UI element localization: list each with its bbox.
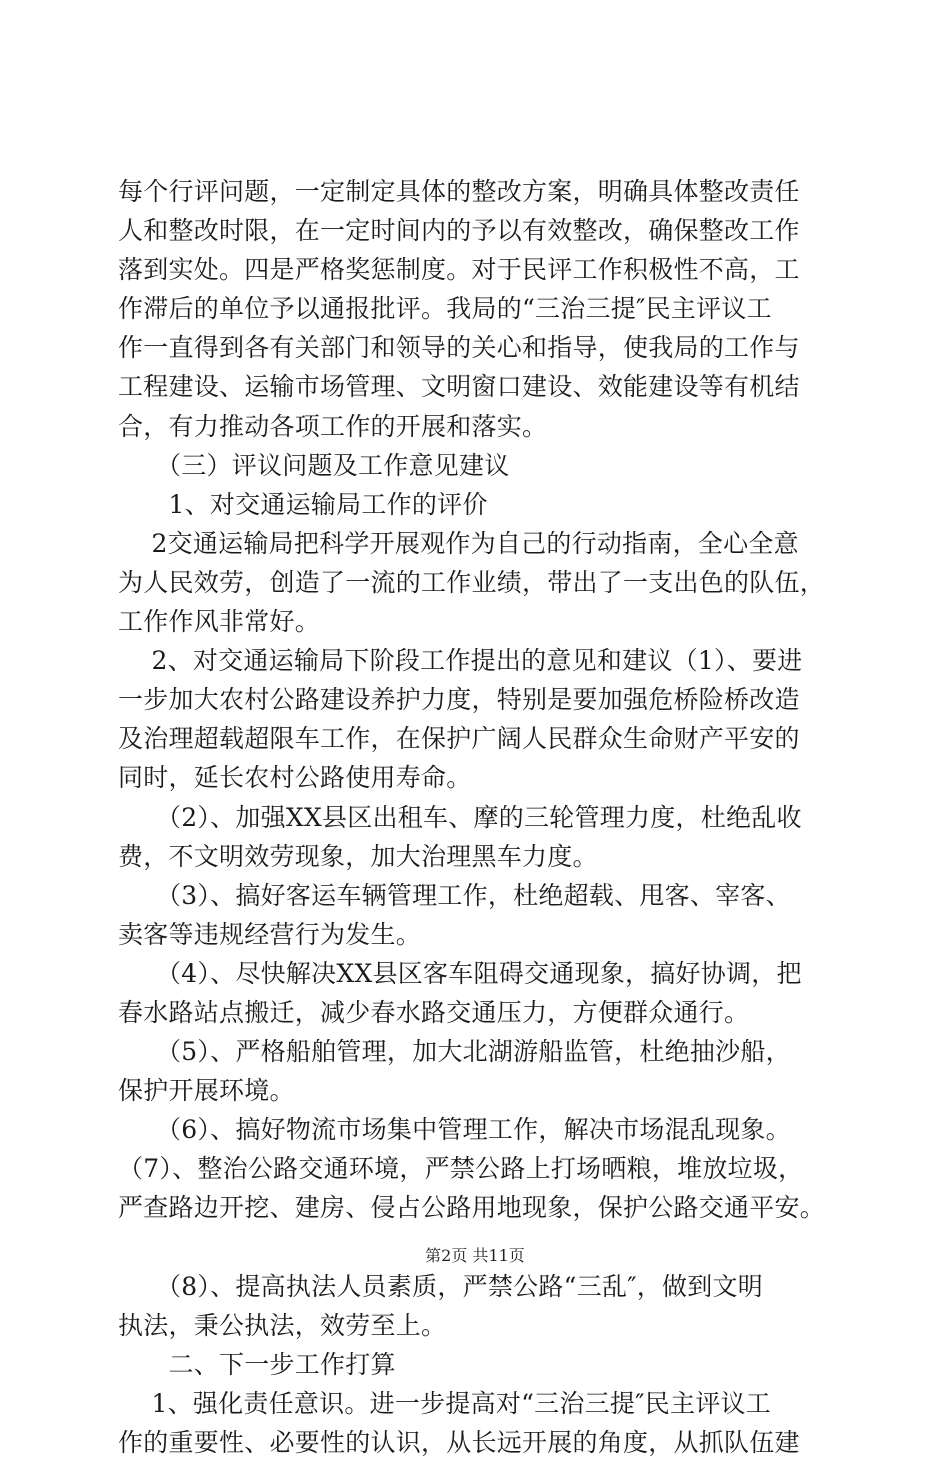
text-line: （三）评议问题及工作意见建议 (118, 450, 510, 480)
text-line: 卖客等违规经营行为发生。 (118, 919, 422, 949)
text-line: （3）、搞好客运车辆管理工作，杜绝超载、甩客、宰客、 (118, 880, 791, 910)
text-line: 合，有力推动各项工作的开展和落实。 (118, 411, 548, 441)
text-line: 作一直得到各有关部门和领导的关心和指导，使我局的工作与 (118, 333, 800, 363)
text-line: 费，不文明效劳现象，加大治理黑车力度。 (118, 841, 598, 871)
text-line: 工作作风非常好。 (118, 607, 321, 637)
text-line: 作的重要性、必要性的认识，从长远开展的角度，从抓队伍建 (118, 1428, 800, 1457)
text-line: 2交通运输局把科学开展观作为自己的行动指南，全心全意 (118, 528, 799, 558)
text-line: 作滞后的单位予以通报批评。我局的“三治三提″民主评议工 (118, 294, 772, 324)
text-line: 严查路边开挖、建房、侵占公路用地现象，保护公路交通平安。 (118, 1193, 826, 1223)
text-line: 每个行评问题，一定制定具体的整改方案，明确具体整改责任 (118, 177, 800, 206)
text-line: 执法，秉公执法，效劳至上。 (118, 1310, 447, 1340)
text-line: 2、对交通运输局下阶段工作提出的意见和建议（1）、要进 (118, 646, 803, 676)
text-line: 及治理超载超限车工作，在保护广阔人民群众生命财产平安的 (118, 724, 800, 754)
text-line: （7）、整治公路交通环境，严禁公路上打场晒粮，堆放垃圾， (118, 1154, 804, 1184)
text-line: 春水路站点搬迁，减少春水路交通压力，方便群众通行。 (118, 997, 750, 1027)
document-body (118, 172, 950, 1462)
text-line: 1、强化责任意识。进一步提高对“三治三提″民主评议工 (118, 1388, 771, 1418)
text-line: （8）、提高执法人员素质，严禁公路“三乱″，做到文明 (118, 1271, 764, 1301)
text-line: （6）、搞好物流市场集中管理工作，解决市场混乱现象。 (118, 1115, 791, 1145)
text-line: 保护开展环境。 (118, 1076, 295, 1106)
text-line: （4）、尽快解决XX县区客车阻碍交通现象，搞好协调，把 (118, 958, 802, 988)
text-line: 1、对交通运输局工作的评价 (118, 489, 488, 519)
text-line: 落到实处。四是严格奖惩制度。对于民评工作积极性不高，工 (118, 255, 800, 285)
text-line: 同时，延长农村公路使用寿命。 (118, 763, 472, 793)
text-line: （2）、加强XX县区出租车、摩的三轮管理力度，杜绝乱收 (118, 802, 802, 832)
text-line: 人和整改时限，在一定时间内的予以有效整改，确保整改工作 (118, 216, 800, 246)
text-line: 为人民效劳，创造了一流的工作业绩，带出了一支出色的队伍， (118, 567, 826, 597)
text-line: 二、下一步工作打算 (118, 1349, 396, 1379)
text-line: 工程建设、运输市场管理、文明窗口建设、效能建设等有机结 (118, 372, 800, 402)
text-line: 一步加大农村公路建设养护力度，特别是要加强危桥险桥改造 (118, 685, 800, 715)
page-number-footer: 第2页 共11页 (425, 1246, 525, 1265)
text-line: （5）、严格船舶管理，加大北湖游船监管，杜绝抽沙船， (118, 1037, 791, 1067)
